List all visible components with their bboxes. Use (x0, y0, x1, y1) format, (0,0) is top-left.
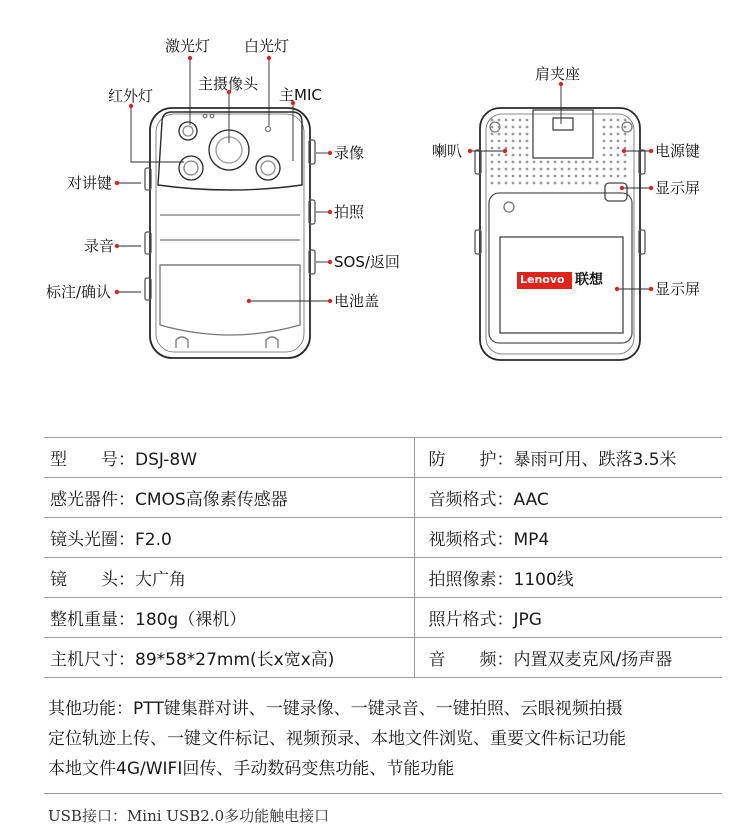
label-record-audio: 录音 (84, 237, 115, 255)
spec-key: 拍照像素 (428, 570, 497, 590)
indicator-dot (267, 56, 271, 60)
label-infrared: 红外灯 (108, 87, 154, 105)
indicator-dot (615, 287, 619, 291)
features-line: 本地文件4G/WIFI回传、手动数码变焦功能、节能功能 (48, 759, 455, 779)
spec-cell-right (414, 518, 722, 558)
spec-key: 感光器件 (50, 490, 118, 510)
spec-colon: ： (496, 570, 514, 590)
spec-value: 大广角 (135, 570, 186, 590)
spec-row (44, 478, 722, 518)
spec-cell-right (414, 558, 722, 598)
spec-colon: ： (496, 530, 514, 550)
spec-colon: ： (496, 450, 514, 470)
indicator-dot (620, 186, 624, 190)
label-display-2: 显示屏 (655, 280, 701, 298)
usb-interface-line: USB接口：Mini USB2.0多功能触电接口 (44, 793, 722, 826)
indicator-dot (115, 181, 119, 185)
spec-cell-left (44, 558, 414, 598)
front-device (145, 108, 315, 358)
indicator-dot (328, 210, 332, 214)
features-line: 定位轨迹上传、一键文件标记、视频预录、本地文件浏览、重要文件标记功能 (48, 729, 626, 749)
spec-key: 防 护 (428, 450, 497, 470)
label-laser: 激光灯 (165, 37, 211, 55)
spec-table (44, 437, 722, 678)
spec-colon: ： (496, 610, 514, 630)
spec-key: 整机重量 (50, 610, 118, 630)
spec-row (44, 638, 722, 678)
spec-value: F2.0 (135, 530, 172, 550)
spec-key: 镜 头 (50, 570, 118, 590)
spec-value: DSJ-8W (135, 450, 198, 470)
spec-cell-right (414, 438, 722, 478)
spec-cell-left (44, 438, 414, 478)
indicator-dot (115, 290, 119, 294)
spec-value: AAC (513, 490, 549, 510)
spec-row (44, 598, 722, 638)
indicator-dot (503, 149, 507, 153)
label-main-camera: 主摄像头 (198, 75, 259, 93)
indicator-dot (328, 299, 332, 303)
indicator-dot (468, 149, 472, 153)
label-talk-key: 对讲键 (67, 174, 113, 192)
spec-key: 主机尺寸 (50, 650, 118, 670)
device-diagram (0, 0, 750, 400)
spec-value: 180g（裸机） (135, 610, 247, 630)
spec-value: 89*58*27mm(长x宽x高) (135, 650, 335, 670)
speaker-grill (491, 119, 627, 185)
spec-row (44, 558, 722, 598)
spec-cell-left (44, 478, 414, 518)
spec-value: 内置双麦克风/扬声器 (513, 650, 673, 670)
label-battery-cover: 电池盖 (334, 292, 380, 310)
device-illustration (0, 0, 750, 400)
spec-colon: ： (118, 610, 135, 630)
spec-colon: ： (118, 450, 135, 470)
spec-key: 音 频 (428, 650, 497, 670)
indicator-dot (115, 244, 119, 248)
spec-cell-left (44, 518, 414, 558)
label-mark-confirm: 标注/确认 (46, 283, 112, 301)
spec-key: 视频格式 (428, 530, 497, 550)
indicator-dot (649, 186, 653, 190)
indicator-dot (649, 149, 653, 153)
spec-value: CMOS高像素传感器 (135, 490, 288, 510)
label-photo: 拍照 (334, 203, 365, 221)
label-white-light: 白光灯 (244, 37, 290, 55)
label-record-video: 录像 (334, 144, 365, 162)
back-device (475, 108, 645, 360)
lenovo-cn-text: 联想 (575, 272, 603, 288)
label-sos: SOS/返回 (334, 253, 400, 271)
spec-value: 暴雨可用、跌落3.5米 (513, 450, 677, 470)
lenovo-logo-text: Lenovo (520, 273, 565, 286)
indicator-dot (247, 299, 251, 303)
label-speaker: 喇叭 (432, 142, 463, 160)
spec-cell-right (414, 478, 722, 518)
spec-colon: ： (496, 490, 514, 510)
spec-cell-left (44, 598, 414, 638)
indicator-dot (649, 287, 653, 291)
spec-colon: ： (496, 650, 514, 670)
spec-cell-right (414, 598, 722, 638)
label-main-mic: 主MIC (279, 86, 322, 104)
indicator-dot (622, 149, 626, 153)
spec-key: 型 号 (50, 450, 118, 470)
spec-key: 音频格式 (428, 490, 497, 510)
label-display-1: 显示屏 (655, 179, 701, 197)
spec-key: 镜头光圈 (50, 530, 118, 550)
indicator-dot (328, 260, 332, 264)
spec-cell-right (414, 638, 722, 678)
spec-colon: ： (118, 650, 135, 670)
label-power-key: 电源键 (655, 142, 701, 160)
spec-row (44, 518, 722, 558)
label-clip-mount: 肩夹座 (535, 65, 581, 83)
spec-value: 1100线 (513, 570, 574, 590)
spec-value: MP4 (513, 530, 550, 550)
indicator-dot (188, 56, 192, 60)
spec-colon: ： (118, 530, 135, 550)
spec-cell-left (44, 638, 414, 678)
features-text (48, 694, 728, 784)
spec-colon: ： (118, 570, 135, 590)
indicator-dot (328, 151, 332, 155)
spec-key: 照片格式 (428, 610, 497, 630)
features-line: 其他功能：PTT键集群对讲、一键录像、一键录音、一键拍照、云眼视频拍摄 (48, 699, 623, 719)
spec-colon: ： (118, 490, 135, 510)
spec-value: JPG (513, 610, 542, 630)
spec-row (44, 438, 722, 478)
